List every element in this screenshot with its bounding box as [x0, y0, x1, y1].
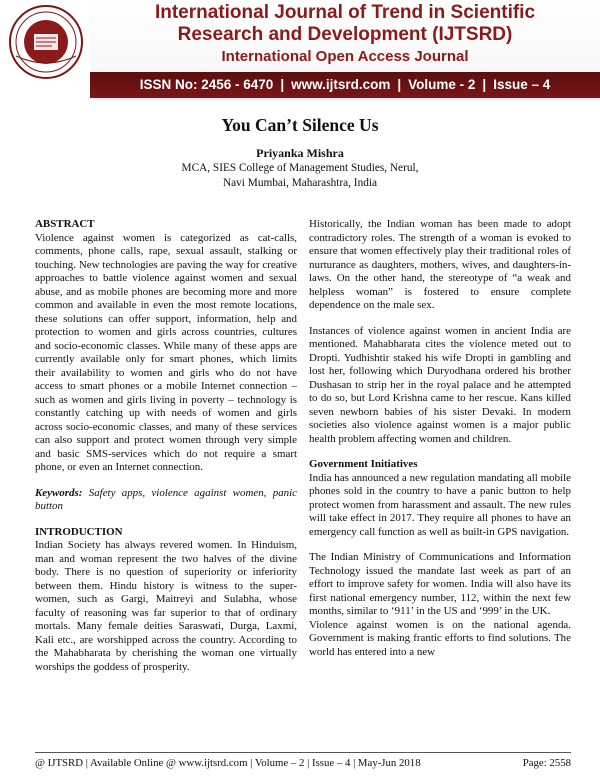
volume-label: Volume - 2 [408, 77, 476, 92]
paragraph-panic-button: India has announced a new regulation mandating all mobile phones sold in the country to have a panic button to help protect women from harassment and assault. The new rules will take effect in 2017. They require all phones to have an emergency call function as well as built-in GPS navigation. [309, 471, 571, 538]
paper-title: You Can’t Silence Us [221, 115, 379, 135]
affiliation-line1: MCA, SIES College of Management Studies, Nerul, [181, 162, 419, 174]
journal-website[interactable]: www.ijtsrd.com [291, 77, 391, 92]
separator: | [397, 77, 402, 92]
page-number: Page: 2558 [522, 757, 571, 769]
issue-label: Issue – 4 [493, 77, 551, 92]
keywords-label: Keywords: [35, 486, 83, 499]
issn-number: ISSN No: 2456 - 6470 [139, 77, 274, 92]
page-footer [35, 756, 571, 770]
journal-title-line1: International Journal of Trend in Scientific [154, 2, 536, 23]
introduction-heading: INTRODUCTION [35, 525, 123, 538]
footer-citation: @ IJTSRD | Available Online @ www.ijtsrd.com | Volume – 2 | Issue – 4 | May-Jun 2018 [35, 757, 421, 769]
paragraph-national-agenda: Violence against women is on the national agenda. Government is making frantic efforts to find solutions. The world has entered into a new [309, 618, 571, 658]
abstract-heading: ABSTRACT [35, 218, 95, 230]
right-column [309, 218, 571, 659]
journal-title-line2: Research and Development (IJTSRD) [177, 24, 513, 45]
paragraph-history: Historically, the Indian woman has been made to adopt contradictory roles. The strength of a woman is evoked to ensure that women effectively play their traditional roles of nurturance as daughters, mothers, wives, and daughters-in-laws. On the other hand, the stereotype of “a weak and helpless woman” is fostered to ensure complete dependence on the male sex. [309, 218, 571, 311]
author-name: Priyanka Mishra [256, 146, 344, 160]
ijtsrd-seal-icon [8, 4, 84, 80]
footer-divider [35, 752, 571, 753]
paragraph-ancient-violence: Instances of violence against women in ancient India are mentioned. Mahabharata cites the violence meted out to Dropti. Yudhishtir staked his wife Dropti in gambling and lost her, following which Duryodhana ordered his brother Dushasan to strip her in the royal palace and he attempted to do so, but Lord Krishna came to her rescue. Kans killed seven newborn babies of his sister Devaki. In modern societies also violence against women is a major public health problem affecting women and children. [309, 324, 571, 445]
separator: | [280, 77, 285, 92]
abstract-text: Violence against women is categorized as cat-calls, comments, phone calls, rape, sexual assault, stalking or touching. New technologies are paving the way for creative approaches to battle violence against women and sexual abuse, and as mobile phones are becoming more and more common and available in even the most remote locations, these solutions can offer support, information, help and protection to women and girls across countries, cultures and socio-economic classes. While many of these apps are currently available only for smart phones, which limits their availability to women and girls who do not have access to smart phones or a mobile Internet connection – such as women and girls living in poverty – technology is constantly catching up with needs of women and girls across socio-economic classes, and many of these services can also support and protect women through very simple and basic SMS-services which do not require a smart phone, or even an Internet connection. [35, 231, 297, 473]
journal-header [0, 0, 600, 100]
left-column [35, 218, 297, 674]
keywords-text: Safety apps, violence against women, panic button [35, 486, 297, 512]
affiliation-line2: Navi Mumbai, Maharashtra, India [222, 177, 378, 189]
issn-bar [90, 72, 600, 98]
paragraph-ministry: The Indian Ministry of Communications and Information Technology issued the mandate last week as part of an effort to improve safety for women. India will also have its first national emergency number, 112, within the next few months, similar to ‘911’ in the US and ‘999’ in the UK. [309, 551, 571, 617]
keywords [35, 487, 297, 514]
separator: | [482, 77, 487, 92]
introduction-text: Indian Society has always revered women. In Hinduism, man and woman represent the two halves of the divine body. There is no question of superiority or inferiority between them. Hindu history is witness to the super-women, such as Gargi, Maitreyi and Sulabha, whose faculty of reasoning was far superior to that of ordinary mortals. Many female deities Saraswati, Durga, Laxmi, Kali etc., are worshipped across the country. According to the Mahabharata by cherishing the woman one virtually worships the goddess of prosperity. [35, 539, 297, 673]
government-initiatives-heading: Government Initiatives [309, 458, 418, 470]
open-access-label: International Open Access Journal [221, 48, 469, 65]
